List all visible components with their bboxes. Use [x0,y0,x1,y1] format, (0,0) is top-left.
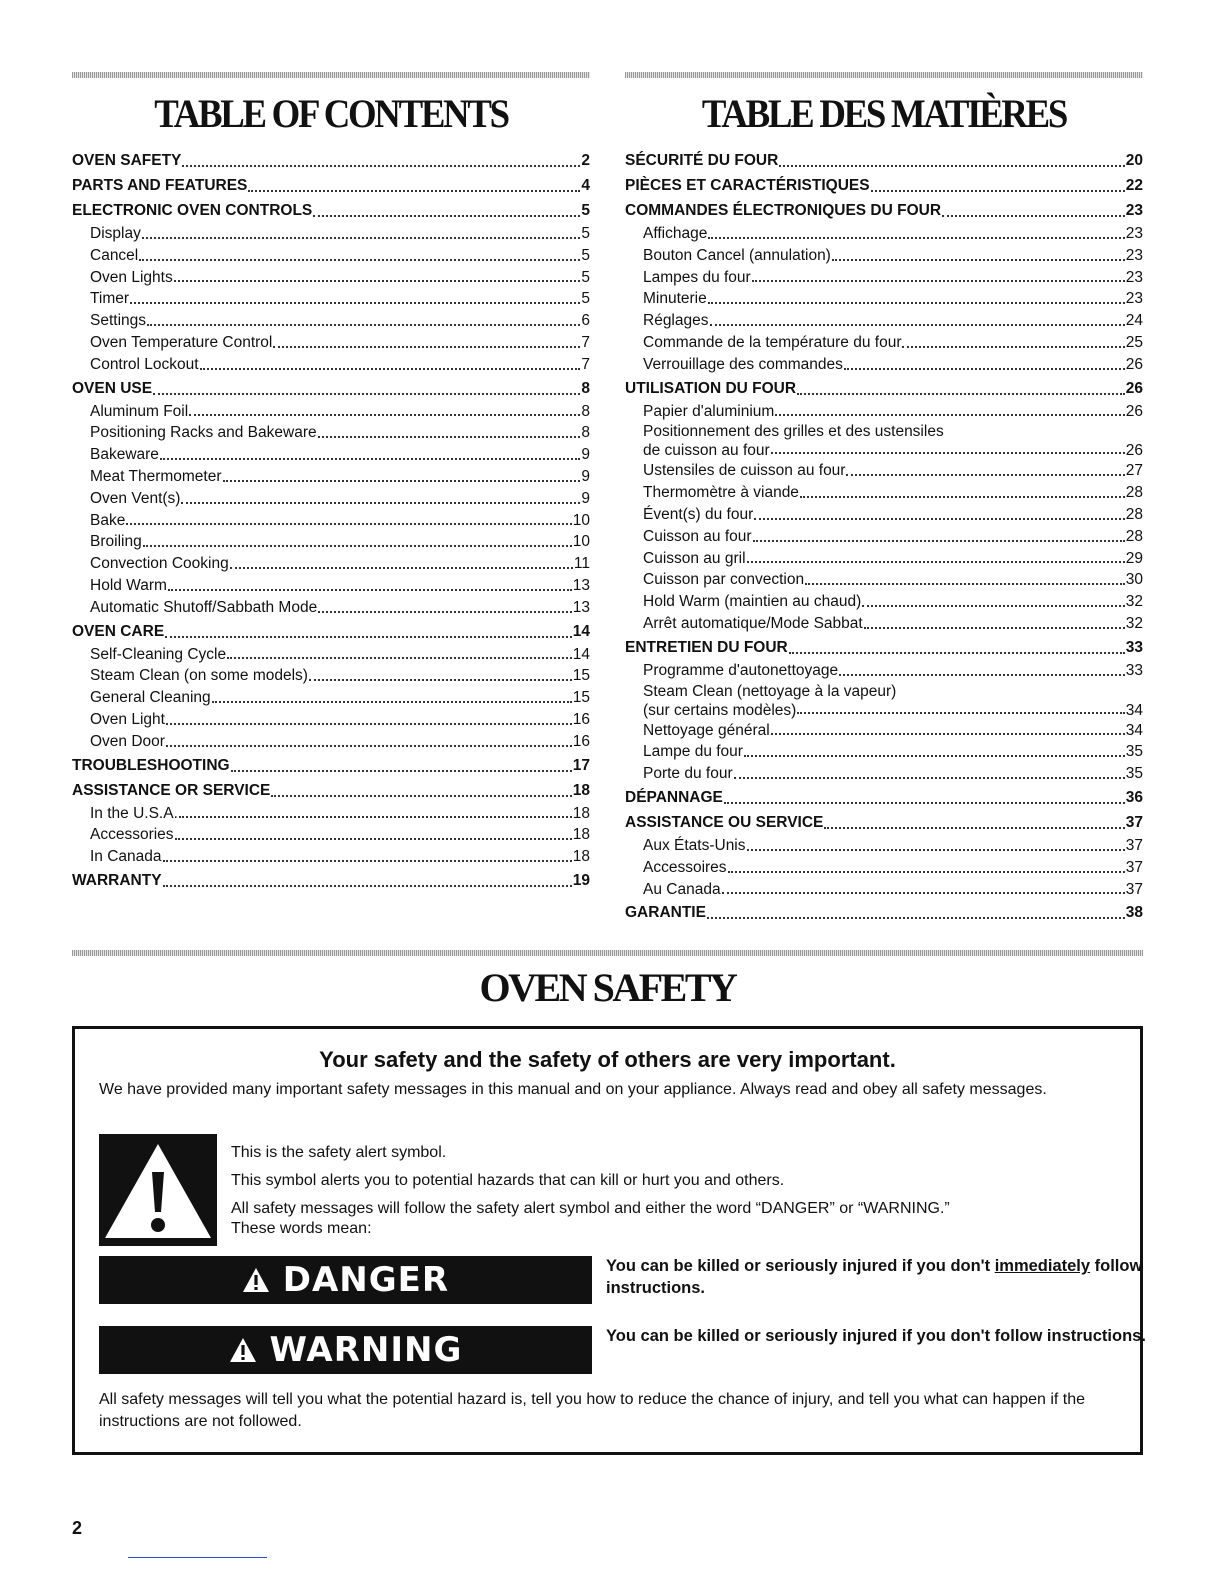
dot-leader [710,324,1125,326]
toc-entry-page: 23 [1125,225,1143,242]
toc-entry-page: 24 [1125,312,1143,330]
toc-subentry [72,687,590,709]
toc-entry-label: Display [90,225,141,242]
dot-leader [797,393,1125,395]
toc-subentry [625,548,1143,570]
toc-entry-page: 14 [572,645,590,663]
toc-subentry [625,857,1143,879]
dot-leader [753,540,1125,542]
dot-leader [179,816,572,818]
dot-leader [775,414,1124,416]
dot-leader [153,393,580,395]
toc-entry-label: PIÈCES ET CARACTÉRISTIQUES [625,177,870,194]
toc-entry-page: 11 [573,555,590,573]
toc-entry-label: Settings [90,312,147,330]
dot-leader [942,215,1125,217]
dot-leader [724,802,1125,804]
toc-entry-page: 28 [1125,505,1143,523]
warning-triangle-icon [229,1330,270,1370]
dot-leader [839,674,1125,676]
toc-subentry [72,510,590,532]
toc-subentry [72,731,590,753]
danger-text: follow instructions. [606,1257,1143,1297]
dot-leader [744,755,1125,757]
toc-entry-label: Cuisson au four [643,527,752,545]
dot-leader [754,518,1124,520]
toc-subentry [625,460,1143,482]
toc-entry-page: 28 [1125,484,1143,502]
toc-entry-page: 15 [572,667,590,685]
toc-section-entry [72,148,590,173]
toc-entry-page: 26 [1125,355,1143,373]
toc-entry-label: Oven Temperature Control [90,333,273,351]
danger-description [606,1255,1146,1299]
toc-entry-label: Cuisson au gril [643,549,746,567]
toc-entry-page: 6 [581,312,590,330]
dot-leader [130,302,580,304]
toc-subentry [625,835,1143,857]
safety-box [72,1026,1146,1455]
toc-entry-page: 2 [581,152,590,169]
toc-entry-label: Automatic Shutoff/Sabbath Mode [90,598,318,616]
section-title: OVEN SAFETY [479,965,736,1010]
toc-entry-label: Broiling [90,533,142,551]
dot-leader [189,414,580,416]
dot-leader [747,849,1125,851]
toc-entry-label: Timer [90,290,130,308]
toc-subentry [625,763,1143,785]
toc-subentry [72,466,590,488]
toc-entry-label: Papier d'aluminium [643,402,775,420]
dot-leader [223,480,581,482]
toc-subentry [72,310,590,332]
dot-leader [318,611,572,613]
dot-leader [844,368,1125,370]
dot-leader [147,324,580,326]
warning-signal-banner [99,1326,592,1374]
toc-subentry [625,504,1143,526]
toc-entry-label: Positionnement des grilles et des ustensiles [643,423,944,441]
toc-entry-label: Lampe du four [643,743,743,761]
dot-leader [174,280,581,282]
alert-line: This is the safety alert symbol. [231,1144,447,1161]
toc-entry-page: 18 [572,781,590,799]
toc-entry-label: Oven Vent(s) [90,489,181,507]
toc-entry-page: 9 [581,489,590,507]
toc-subentry [625,332,1143,354]
toc-subentry [72,223,590,245]
toc-entry-page: 9 [581,446,590,464]
dot-leader [181,502,580,504]
toc-entry-label: SÉCURITÉ DU FOUR [625,152,779,169]
toc-entry-label: Hold Warm (maintien au chaud) [643,593,862,611]
toc-entry-page: 5 [581,246,590,264]
toc-entry-label: PARTS AND FEATURES [72,177,248,194]
dot-leader [708,302,1125,304]
toc-subentry [625,288,1143,310]
toc-subentry [72,531,590,553]
dot-leader [163,860,572,862]
toc-entry-page: 7 [581,355,590,373]
toc-entry-page: 13 [572,598,590,616]
toc-subentry [72,488,590,510]
toc-entry-label: Commande de la température du four [643,333,902,351]
dot-leader [707,917,1125,919]
toc-entry-label: General Cleaning [90,689,211,707]
toc-section-entry [625,148,1143,173]
toc-entry-label: GARANTIE [625,904,706,922]
dot-leader [227,657,572,659]
toc-entry-label: Bake [90,511,126,529]
toc-entry-label: ASSISTANCE OU SERVICE [625,813,824,831]
dot-leader [248,190,580,192]
dot-leader [175,838,572,840]
toc-section-entry [72,173,590,198]
toc-list [72,148,590,893]
toc-section-entry [625,173,1143,198]
toc-section-entry [72,376,590,401]
toc-entry-page: 23 [1125,202,1143,219]
toc-entry-label: Steam Clean (on some models) [90,667,308,685]
toc-section-entry [72,868,590,893]
toc-entry-page: 10 [572,511,590,529]
safety-heading: Your safety and the safety of others are very important. [319,1047,896,1072]
toc-subentry [72,846,590,868]
toc-entry-page: 13 [572,576,590,594]
toc-subentry [72,597,590,619]
dot-leader [142,237,581,239]
toc-subentry [625,354,1143,376]
toc-entry-page: 5 [581,268,590,286]
toc-entry-page: 26 [1125,442,1143,460]
toc-title: TABLE OF CONTENTS [154,91,508,136]
toc-entry-label: In the U.S.A. [90,804,178,822]
toc-subentry [625,682,1143,720]
dot-leader [771,733,1125,735]
dot-leader [143,545,572,547]
toc-entry-label: TROUBLESHOOTING [72,756,230,774]
toc-subentry [625,526,1143,548]
dot-leader [752,280,1125,282]
toc-entry-label: OVEN SAFETY [72,152,182,169]
toc-entry-page: 9 [581,467,590,485]
dot-leader [800,496,1125,498]
toc-subentry [625,741,1143,763]
toc-subentry [625,613,1143,635]
dot-leader [846,474,1124,476]
danger-text: You can be killed or seriously injured if you don't [606,1257,995,1275]
toc-entry-page: 32 [1125,614,1143,632]
toc-entry-label: Ustensiles de cuisson au four [643,462,846,480]
toc-entry-page: 16 [572,710,590,728]
toc-subentry [625,879,1143,901]
toc-subentry [72,824,590,846]
toc-entry-label: Oven Light [90,710,165,728]
toc-entry-page: 16 [572,732,590,750]
dot-leader [273,346,580,348]
toc-french [625,72,1143,925]
toc-entry-label: UTILISATION DU FOUR [625,379,797,397]
toc-entry-label: Nettoyage général [643,721,770,739]
toc-subentry [625,223,1143,245]
divider-rule [72,950,1143,956]
dot-leader [313,215,580,217]
alert-line: All safety messages will follow the safety alert symbol and either the word “DANGER” or “WARNING.” [231,1200,950,1217]
dot-leader [708,237,1124,239]
dot-leader [797,712,1124,714]
toc-list [625,148,1143,925]
toc-entry-label: Oven Door [90,732,165,750]
alert-line: These words mean: [231,1220,372,1237]
toc-entry-label: (sur certains modèles) [643,701,797,719]
dot-leader [163,885,572,887]
toc-subentry [72,575,590,597]
toc-entry-label: Positioning Racks and Bakeware [90,424,317,442]
dot-leader [309,679,572,681]
toc-subentry [72,644,590,666]
toc-entry-page: 23 [1125,246,1143,264]
safety-outro: All safety messages will tell you what the potential hazard is, tell you how to reduce the chance of injury, and tell you what can happen if the instructions are not followed. [99,1391,1086,1430]
toc-entry-page: 8 [581,402,590,420]
toc-entry-page: 15 [572,689,590,707]
toc-entry-label: OVEN USE [72,379,153,397]
toc-section-entry [72,198,590,223]
toc-entry-label: Aux États-Unis [643,836,746,854]
toc-entry-page: 18 [572,826,590,844]
dot-leader [734,777,1125,779]
toc-subentry [72,665,590,687]
toc-entry-page: 18 [572,804,590,822]
dot-leader [747,561,1125,563]
toc-entry-label: Thermomètre à viande [643,484,799,502]
toc-entry-page: 5 [581,202,590,219]
toc-entry-label: Au Canada [643,880,721,898]
toc-entry-page: 7 [581,333,590,351]
danger-signal-banner [99,1256,592,1304]
toc-subentry [72,422,590,444]
safety-intro: We have provided many important safety messages in this manual and on your appliance. Always read and obey all safety messages. [99,1081,1047,1098]
dot-leader [722,892,1125,894]
toc-subentry [625,569,1143,591]
dot-leader [771,452,1125,454]
toc-section-entry [72,619,590,644]
warning-label: WARNING [269,1330,463,1370]
toc-subentry [72,354,590,376]
dot-leader [728,871,1125,873]
toc-entry-label: WARRANTY [72,871,162,889]
dot-leader [230,567,573,569]
toc-entry-label: Aluminum Foil [90,402,189,420]
alert-line: This symbol alerts you to potential hazards that can kill or hurt you and others. [231,1172,785,1189]
toc-subentry [72,553,590,575]
toc-entry-label: ELECTRONIC OVEN CONTROLS [72,202,313,219]
toc-entry-page: 26 [1125,402,1143,420]
toc-subentry [72,267,590,289]
toc-entry-page: 37 [1125,858,1143,876]
toc-entry-page: 38 [1125,904,1143,922]
toc-entry-label: Évent(s) du four [643,505,754,523]
toc-entry-label: In Canada [90,848,162,866]
toc-subentry [625,660,1143,682]
dot-leader [165,636,572,638]
toc-entry-page: 37 [1125,836,1143,854]
toc-entry-page: 33 [1125,638,1143,656]
dot-leader [166,745,572,747]
toc-entry-page: 19 [572,871,590,889]
toc-entry-page: 28 [1125,527,1143,545]
toc-entry-page: 29 [1125,549,1143,567]
toc-subentry [72,332,590,354]
toc-subentry [625,401,1143,423]
toc-entry-page: 26 [1125,379,1143,397]
toc-entry-label: Verrouillage des commandes [643,355,843,373]
toc-entry-label: Cuisson par convection [643,571,805,589]
toc-section-entry [625,635,1143,660]
toc-entry-label: Accessoires [643,858,727,876]
toc-entry-label: Steam Clean (nettoyage à la vapeur) [643,682,897,700]
toc-entry-label: Hold Warm [90,576,167,594]
warning-description: You can be killed or seriously injured if you don't follow instructions. [606,1327,1146,1345]
toc-entry-page: 35 [1125,765,1143,783]
toc-section-entry [72,753,590,778]
toc-english [72,72,590,893]
dot-leader [271,795,571,797]
toc-entry-label: Affichage [643,225,708,242]
toc-entry-page: 23 [1125,268,1143,286]
toc-entry-label: DÉPANNAGE [625,788,723,806]
toc-entry-label: Bouton Cancel (annulation) [643,246,831,264]
dot-leader [318,436,581,438]
toc-entry-label: ASSISTANCE OR SERVICE [72,781,271,799]
toc-section-entry [72,778,590,803]
toc-entry-page: 4 [581,177,590,194]
toc-subentry [72,288,590,310]
dot-leader [200,368,581,370]
safety-alert-icon [99,1134,217,1246]
toc-section-entry [625,785,1143,810]
toc-entry-label: ENTRETIEN DU FOUR [625,638,788,656]
toc-entry-label: Programme d'autonettoyage [643,661,839,679]
toc-entry-label: Bakeware [90,446,159,464]
dot-leader [160,458,580,460]
toc-section-entry [625,376,1143,401]
danger-label: DANGER [282,1260,450,1300]
toc-entry-label: Arrêt automatique/Mode Sabbat [643,614,863,632]
dot-leader [139,259,580,261]
dot-leader [902,346,1124,348]
toc-subentry [625,245,1143,267]
toc-entry-page: 22 [1125,177,1143,194]
toc-entry-page: 8 [581,424,590,442]
toc-entry-label: Convection Cooking [90,555,229,573]
toc-subentry [625,591,1143,613]
toc-subentry [72,401,590,423]
divider-rule [72,72,590,78]
toc-entry-label: Porte du four [643,765,733,783]
toc-entry-page: 17 [572,756,590,774]
toc-entry-label: Cancel [90,246,139,264]
toc-entry-page: 23 [1125,290,1143,308]
warning-triangle-icon [242,1260,283,1300]
toc-entry-page: 5 [581,225,590,242]
toc-entry-page: 10 [572,533,590,551]
toc-subentry [72,245,590,267]
dot-leader [126,523,571,525]
toc-entry-label: Accessories [90,826,174,844]
dot-leader [789,652,1125,654]
toc-subentry [72,709,590,731]
toc-entry-label: OVEN CARE [72,622,165,640]
toc-entry-page: 25 [1125,333,1143,351]
toc-entry-label: Oven Lights [90,268,173,286]
toc-entry-page: 20 [1125,152,1143,169]
toc-section-entry [625,900,1143,925]
toc-entry-page: 34 [1125,701,1143,719]
dot-leader [231,770,572,772]
toc-entry-page: 33 [1125,661,1143,679]
dot-leader [166,723,572,725]
toc-entry-page: 36 [1125,788,1143,806]
dot-leader [824,827,1124,829]
toc-entry-label: Self-Cleaning Cycle [90,645,227,663]
toc-entry-page: 32 [1125,593,1143,611]
toc-entry-page: 37 [1125,813,1143,831]
toc-entry-label: Control Lockout [90,355,199,373]
toc-entry-label: Meat Thermometer [90,467,222,485]
toc-subentry [625,267,1143,289]
dot-leader [182,165,580,167]
dot-leader [212,701,572,703]
divider-rule [625,72,1143,78]
dot-leader [805,583,1125,585]
danger-text-emphasis: immediately [994,1257,1091,1275]
toc-subentry [72,444,590,466]
toc-entry-page: 5 [581,290,590,308]
toc-entry-page: 37 [1125,880,1143,898]
toc-subentry [72,803,590,825]
toc-subentry [625,310,1143,332]
toc-entry-page: 34 [1125,721,1143,739]
dot-leader [832,259,1125,261]
dot-leader [779,165,1124,167]
toc-entry-page: 30 [1125,571,1143,589]
toc-entry-page: 14 [572,622,590,640]
toc-entry-label: Réglages [643,312,709,330]
toc-section-entry [625,198,1143,223]
toc-entry-label: de cuisson au four [643,442,770,460]
toc-section-entry [625,810,1143,835]
toc-subentry [625,422,1143,460]
toc-subentry [625,720,1143,742]
dot-leader [862,605,1125,607]
toc-entry-page: 8 [581,379,590,397]
toc-entry-page: 27 [1125,462,1143,480]
page-number: 2 [72,1518,83,1538]
dot-leader [864,627,1125,629]
dot-leader [871,190,1125,192]
footer-link-line [128,1557,267,1558]
toc-entry-page: 18 [572,848,590,866]
toc-entry-page: 35 [1125,743,1143,761]
toc-subentry [625,482,1143,504]
toc-title: TABLE DES MATIÈRES [701,91,1067,136]
alert-explanation [231,1139,950,1240]
toc-entry-label: COMMANDES ÉLECTRONIQUES DU FOUR [625,202,942,219]
toc-entry-label: Minuterie [643,290,707,308]
dot-leader [168,589,572,591]
toc-entry-label: Lampes du four [643,268,751,286]
